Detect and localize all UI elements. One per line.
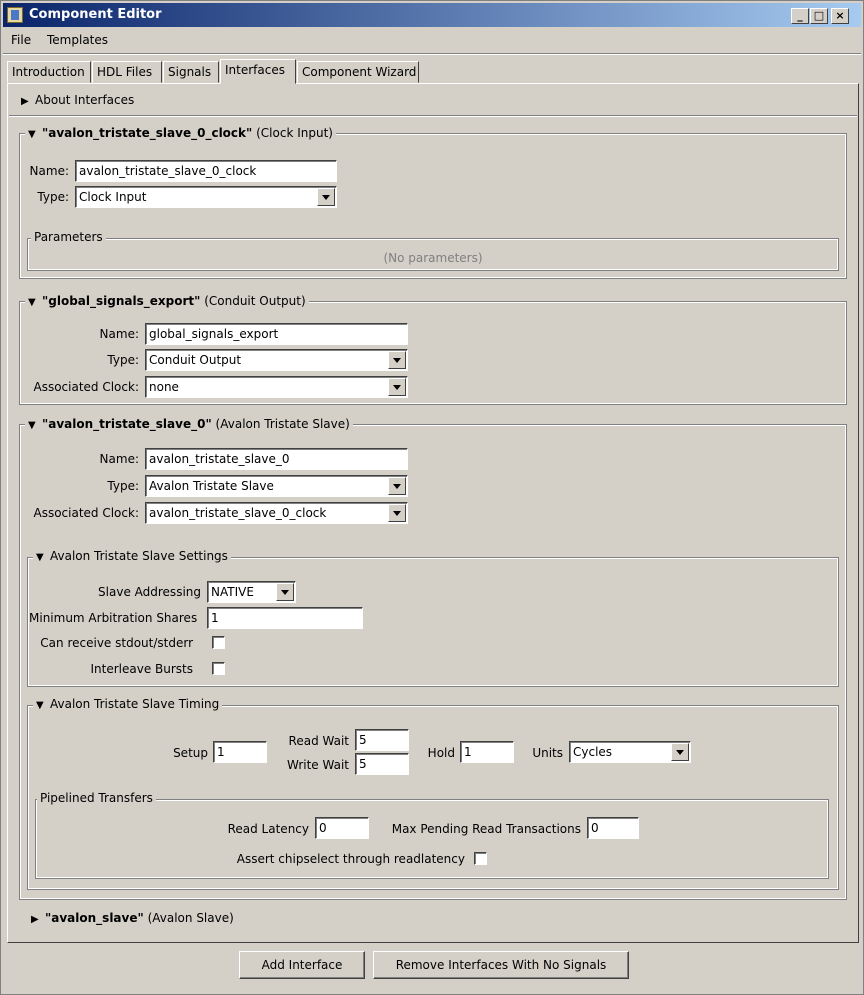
read-latency-field[interactable]: 0 <box>315 817 369 839</box>
max-pending-label: Max Pending Read Transactions <box>391 822 581 836</box>
tab-hdl-files[interactable]: HDL Files <box>92 61 162 83</box>
tristate-interface-type: (Avalon Tristate Slave) <box>215 417 350 431</box>
hold-label: Hold <box>427 746 455 760</box>
tristate-type-label: Type: <box>107 479 139 493</box>
conduit-interface-header[interactable] <box>25 294 309 308</box>
menu-separator <box>3 53 861 55</box>
pipelined-transfers-label: Pipelined Transfers <box>37 791 156 805</box>
conduit-clock-label: Associated Clock: <box>33 380 139 394</box>
chevron-down-icon[interactable] <box>671 743 689 761</box>
window-title: Component Editor <box>29 7 162 22</box>
avalon-slave-type: (Avalon Slave) <box>147 911 234 925</box>
tristate-interface-header[interactable] <box>25 417 353 431</box>
read-wait-field[interactable]: 5 <box>355 729 409 751</box>
conduit-name-field[interactable]: global_signals_export <box>145 323 408 345</box>
triangle-down-icon: ▼ <box>28 129 36 140</box>
setup-field[interactable]: 1 <box>213 741 267 763</box>
tristate-interface-name: "avalon_tristate_slave_0" <box>42 417 212 431</box>
slave-addressing-select[interactable] <box>207 581 296 603</box>
triangle-right-icon: ▶ <box>31 914 39 925</box>
interleave-bursts-checkbox[interactable] <box>212 662 225 675</box>
triangle-down-icon: ▼ <box>28 420 36 431</box>
chipselect-checkbox[interactable] <box>474 852 487 865</box>
clock-interface-type: (Clock Input) <box>256 126 333 140</box>
read-latency-label: Read Latency <box>227 822 309 836</box>
clock-name-field[interactable]: avalon_tristate_slave_0_clock <box>75 160 337 182</box>
tab-interfaces[interactable]: Interfaces <box>220 59 296 84</box>
triangle-down-icon: ▼ <box>36 700 44 711</box>
add-interface-button[interactable]: Add Interface <box>239 951 365 979</box>
tristate-type-value: Avalon Tristate Slave <box>149 479 274 493</box>
clock-name-label: Name: <box>29 164 69 178</box>
tristate-timing-title: Avalon Tristate Slave Timing <box>50 697 220 711</box>
tristate-clock-value: avalon_tristate_slave_0_clock <box>149 506 327 520</box>
tab-signals[interactable]: Signals <box>163 61 219 83</box>
conduit-name-label: Name: <box>99 327 139 341</box>
clock-type-value: Clock Input <box>79 190 147 204</box>
tab-introduction[interactable]: Introduction <box>7 61 91 83</box>
maximize-button[interactable] <box>810 8 828 24</box>
about-separator <box>9 115 857 117</box>
title-bar[interactable] <box>3 3 861 27</box>
remove-interfaces-button[interactable]: Remove Interfaces With No Signals <box>373 951 629 979</box>
chevron-down-icon[interactable] <box>388 504 406 522</box>
pipelined-transfers-section <box>35 799 829 879</box>
conduit-clock-value: none <box>149 380 179 394</box>
conduit-type-value: Conduit Output <box>149 353 242 367</box>
tristate-settings-title: Avalon Tristate Slave Settings <box>50 549 228 563</box>
conduit-interface-name: "global_signals_export" <box>42 294 201 308</box>
menu-bar <box>3 29 861 51</box>
arbitration-shares-label: Minimum Arbitration Shares <box>29 611 198 625</box>
chevron-down-icon[interactable] <box>317 188 335 206</box>
menu-file[interactable]: File <box>11 33 32 47</box>
arbitration-shares-field[interactable]: 1 <box>207 607 363 629</box>
chevron-down-icon[interactable] <box>388 477 406 495</box>
chevron-down-icon[interactable] <box>388 351 406 369</box>
tristate-clock-label: Associated Clock: <box>33 506 139 520</box>
tristate-type-select[interactable] <box>145 475 408 497</box>
conduit-type-label: Type: <box>107 353 139 367</box>
interleave-bursts-label: Interleave Bursts <box>90 662 193 676</box>
tristate-settings-header[interactable] <box>33 549 231 563</box>
read-wait-label: Read Wait <box>288 734 349 748</box>
slave-addressing-value: NATIVE <box>211 585 254 599</box>
conduit-interface-section <box>19 301 847 405</box>
maximize-icon: □ <box>813 9 825 22</box>
tristate-timing-header[interactable] <box>33 697 222 711</box>
minimize-icon: _ <box>797 9 803 22</box>
no-parameters-text: (No parameters) <box>383 251 483 265</box>
avalon-slave-toggle[interactable] <box>31 911 234 925</box>
conduit-interface-type: (Conduit Output) <box>204 294 306 308</box>
triangle-right-icon: ▶ <box>21 96 29 107</box>
triangle-down-icon: ▼ <box>28 297 36 308</box>
clock-interface-header[interactable] <box>25 126 336 140</box>
slave-addressing-label: Slave Addressing <box>98 585 201 599</box>
app-icon <box>7 7 23 23</box>
chevron-down-icon[interactable] <box>388 378 406 396</box>
avalon-slave-name: "avalon_slave" <box>45 911 144 925</box>
triangle-down-icon: ▼ <box>36 552 44 563</box>
write-wait-label: Write Wait <box>287 758 349 772</box>
tristate-clock-select[interactable] <box>145 502 408 524</box>
tristate-name-label: Name: <box>99 452 139 466</box>
close-button[interactable] <box>831 8 849 24</box>
clock-type-label: Type: <box>37 190 69 204</box>
clock-type-select[interactable] <box>75 186 337 208</box>
hold-field[interactable]: 1 <box>460 741 514 763</box>
minimize-button[interactable] <box>791 8 809 24</box>
chipselect-label: Assert chipselect through readlatency <box>236 852 465 866</box>
max-pending-field[interactable]: 0 <box>587 817 639 839</box>
conduit-type-select[interactable] <box>145 349 408 371</box>
chevron-down-icon[interactable] <box>276 583 294 601</box>
stdout-label: Can receive stdout/stderr <box>40 636 193 650</box>
conduit-clock-select[interactable] <box>145 376 408 398</box>
clock-interface-name: "avalon_tristate_slave_0_clock" <box>42 126 253 140</box>
units-select[interactable] <box>569 741 691 763</box>
menu-templates[interactable]: Templates <box>47 33 109 47</box>
about-interfaces-label: About Interfaces <box>35 93 135 107</box>
tab-component-wizard[interactable]: Component Wizard <box>297 61 419 83</box>
units-label: Units <box>532 746 563 760</box>
units-value: Cycles <box>573 745 613 759</box>
write-wait-field[interactable]: 5 <box>355 753 409 775</box>
about-interfaces-toggle[interactable] <box>21 93 134 107</box>
close-icon: × <box>835 9 845 22</box>
clock-parameters-label: Parameters <box>31 230 106 244</box>
tristate-name-field[interactable]: avalon_tristate_slave_0 <box>145 448 408 470</box>
setup-label: Setup <box>173 746 208 760</box>
stdout-checkbox[interactable] <box>212 636 225 649</box>
